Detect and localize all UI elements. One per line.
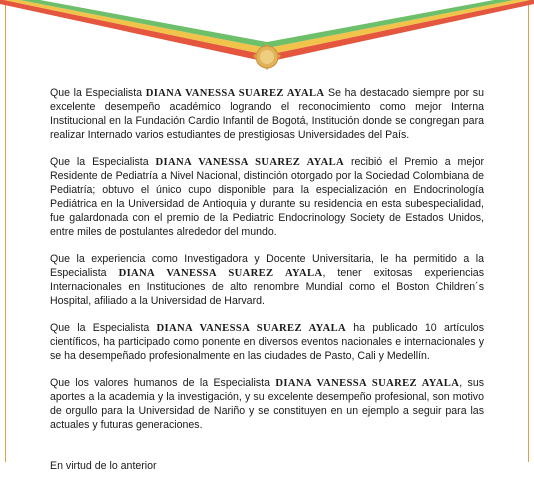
paragraph-text: , tener exitosas experiencias Internacionales en Instituciones de alto renombre Mundial como el Boston Children´s Hospital, afiliado a la Universidad de Harvard. bbox=[50, 266, 484, 307]
honoree-name: DIANA VANESSA SUAREZ AYALA bbox=[275, 378, 460, 390]
closing-line: En virtud de lo anterior bbox=[50, 460, 157, 473]
paragraph-text: , sus aportes a la academia y la investigación, y su excelente desempeño profesional, son motivo de orgullo para la Universidad de Nariño y se constituyen en un ejemplo a seguir para las actuales y futuras generaciones. bbox=[50, 377, 485, 432]
tricolor-ribbon-icon bbox=[0, 0, 534, 80]
paragraph-2 bbox=[50, 156, 484, 239]
paragraph-text: Que la Especialista bbox=[50, 156, 156, 169]
honoree-name: DIANA VANESSA SUAREZ AYALA bbox=[155, 157, 345, 169]
paragraph-text: Que la experiencia como Investigadora y Docente Universitaria, le ha permitido a la Especialista bbox=[50, 253, 484, 279]
paragraph-text: ha publicado 10 artículos científicos, ha participado como ponente en diversos eventos nacionales e internacionales y se ha desempeñado profesionalmente en las ciudades de Pasto, Cali y Medellín. bbox=[50, 322, 484, 362]
paragraph-text: Que la Especialista bbox=[50, 322, 157, 335]
paragraph-text: Se ha destacado siempre por su excelente desempeño académico logrando el reconocimiento como mejor Interna Institucional en la Fundación Cardio Infantil de Bogotá, Institución donde se congregan para realizar Internado varios estudiantes de prestigiosas Universidades del País. bbox=[50, 87, 484, 141]
honoree-name: DIANA VANESSA SUAREZ AYALA bbox=[118, 267, 323, 279]
paragraph-text: recibió el Premio a mejor Residente de Pediatría a Nivel Nacional, distinción otorgado por la Sociedad Colombiana de Pediatría; obtuvo el único cupo disponible para la especialización en Endocrinología Pediátrica en la Universidad de Antioquia y durante su residencia en esta subespecialidad, fue galardonada con el premio de la Pediatric Endocrinology Society de Estados Unidos, entre miles de postulantes alrededor del mundo. bbox=[50, 156, 484, 238]
paragraph-5 bbox=[50, 377, 484, 433]
paragraph-text: Que los valores humanos de la Especialista bbox=[50, 377, 276, 390]
paragraph-1 bbox=[50, 87, 484, 143]
paragraph-text: Que la Especialista bbox=[50, 87, 146, 99]
honoree-name: DIANA VANESSA SUAREZ AYALA bbox=[145, 88, 325, 99]
paragraph-4 bbox=[50, 322, 484, 364]
document-body bbox=[50, 87, 484, 487]
honoree-name: DIANA VANESSA SUAREZ AYALA bbox=[156, 323, 347, 335]
paragraph-3 bbox=[50, 253, 484, 309]
